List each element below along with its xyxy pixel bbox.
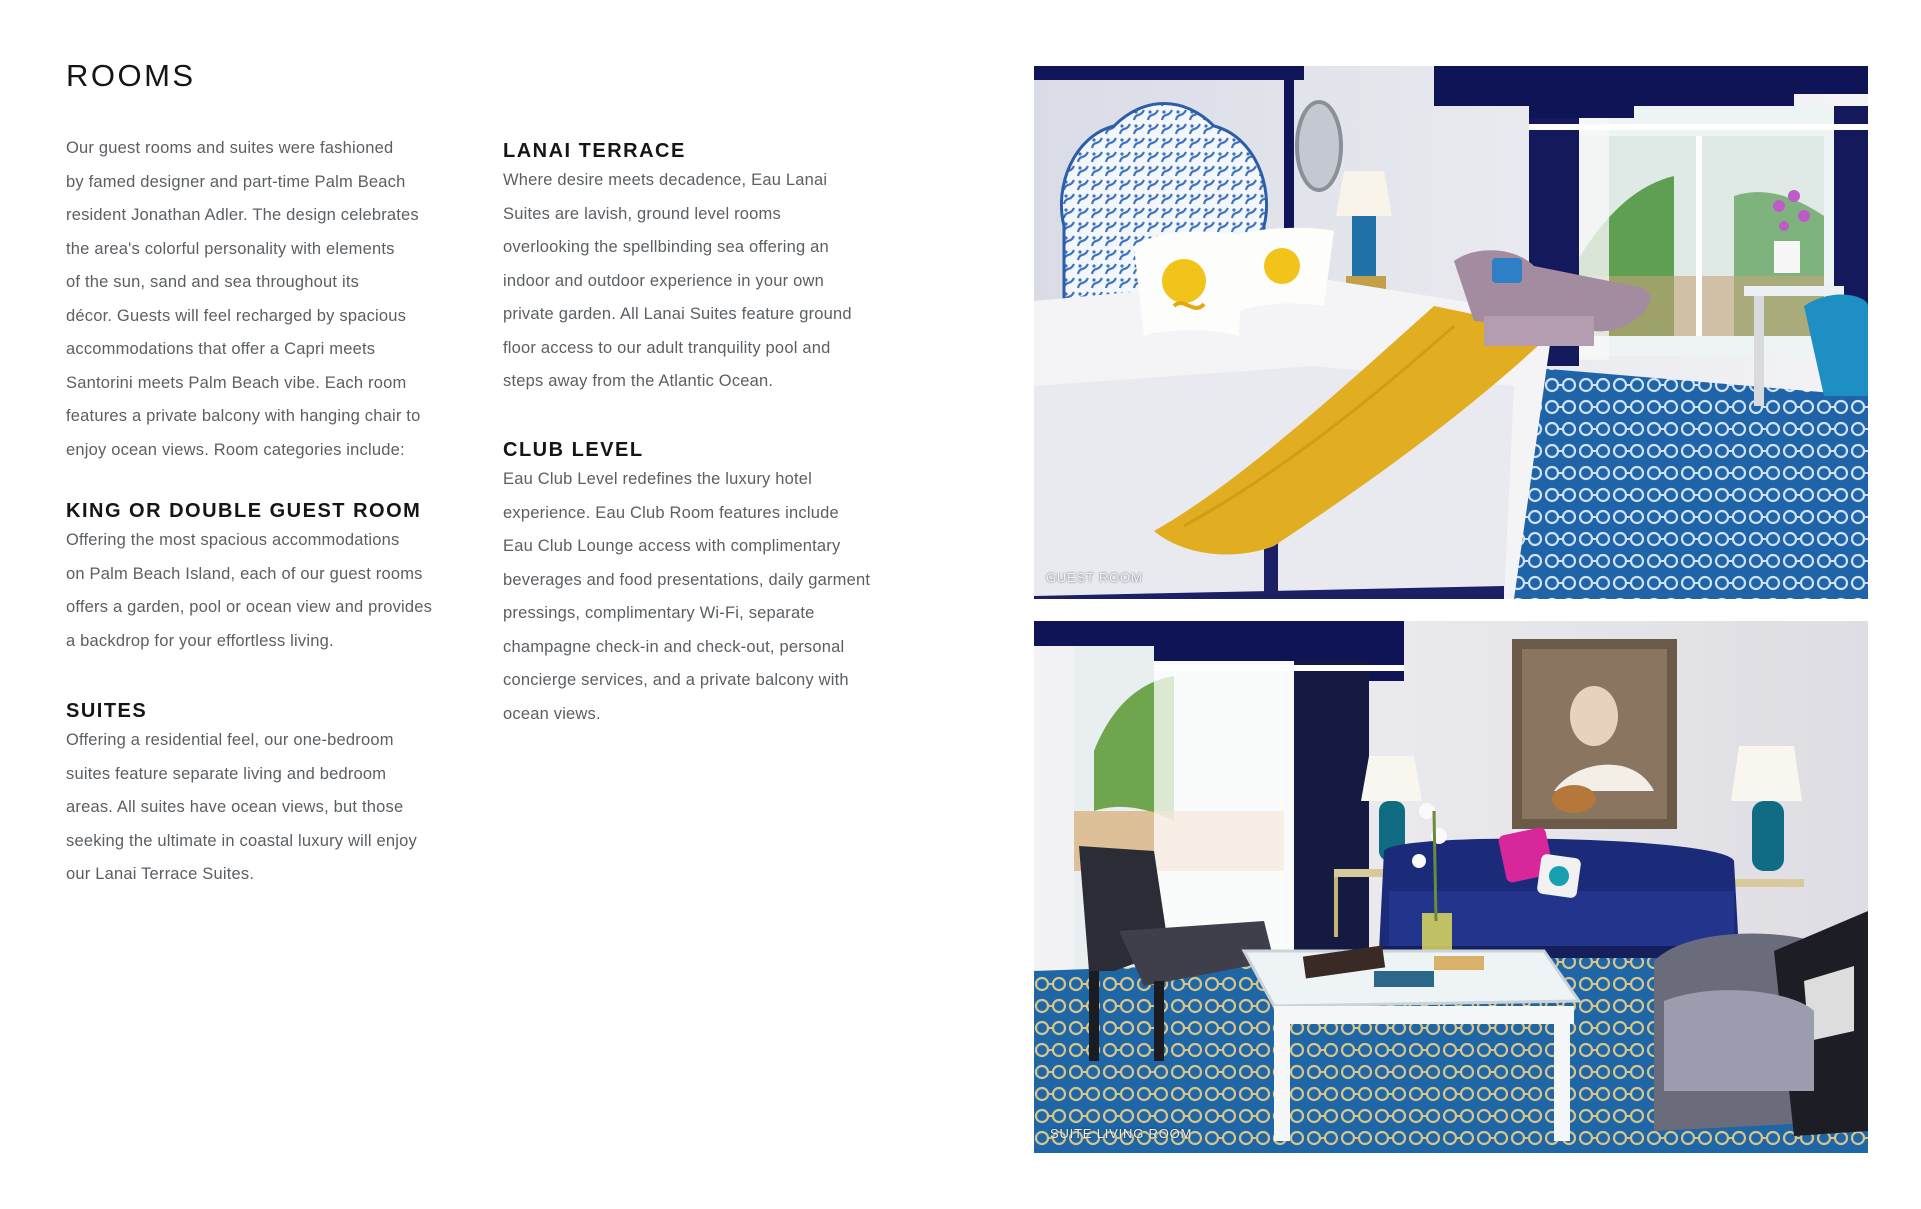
club-line: experience. Eau Club Room features include [503, 503, 839, 522]
suites-line: Offering a residential feel, our one-bedroom [66, 731, 394, 749]
suites-line: suites feature separate living and bedroom [66, 764, 387, 783]
club-line: Eau Club Lounge access with complimentary [503, 537, 841, 555]
club-line: ocean views. [503, 704, 601, 723]
page-title: ROOMS [66, 58, 196, 93]
club-line: champagne check-in and check-out, personal [503, 637, 845, 656]
intro-line: décor. Guests will feel recharged by spacious [66, 306, 407, 325]
suite-living-room-caption: SUITE LIVING ROOM [1050, 1126, 1193, 1141]
king-line: offers a garden, pool or ocean view and provides [66, 598, 433, 616]
king-heading: KING OR DOUBLE GUEST ROOM [66, 500, 422, 522]
king-line: on Palm Beach Island, each of our guest rooms [66, 564, 423, 583]
intro-paragraph [66, 132, 476, 467]
intro-line: of the sun, sand and sea throughout its [66, 273, 360, 291]
guest-room-illustration [1034, 66, 1868, 599]
king-section [66, 498, 432, 658]
lanai-line: Where desire meets decadence, Eau Lanai [503, 171, 828, 189]
intro-line: resident Jonathan Adler. The design celebrates [66, 206, 419, 224]
suites-line: seeking the ultimate in coastal luxury will enjoy [66, 831, 417, 850]
suite-living-room-illustration [1034, 621, 1868, 1153]
suites-line: areas. All suites have ocean views, but those [66, 798, 404, 816]
club-line: beverages and food presentations, daily garment [503, 570, 871, 589]
club-section [503, 437, 870, 731]
lanai-section [503, 138, 852, 399]
lanai-line: floor access to our adult tranquility pool and [503, 338, 831, 357]
lanai-line: Suites are lavish, ground level rooms [503, 204, 781, 223]
club-heading: CLUB LEVEL [503, 439, 644, 461]
lanai-line: steps away from the Atlantic Ocean. [503, 372, 774, 390]
king-paragraph [66, 524, 432, 658]
king-line: a backdrop for your effortless living. [66, 631, 334, 650]
lanai-heading: LANAI TERRACE [503, 140, 686, 162]
suites-section [66, 698, 417, 892]
lanai-paragraph [503, 164, 852, 399]
suites-paragraph [66, 724, 417, 892]
intro-line: the area's colorful personality with elements [66, 239, 395, 258]
guest-room-caption: GUEST ROOM [1046, 570, 1143, 585]
suite-living-room-photo [1034, 621, 1868, 1153]
intro-line: enjoy ocean views. Room categories include: [66, 440, 405, 459]
intro-line: Santorini meets Palm Beach vibe. Each room [66, 373, 407, 392]
club-line: concierge services, and a private balcony with [503, 671, 849, 689]
lanai-line: private garden. All Lanai Suites feature ground [503, 305, 852, 323]
king-line: Offering the most spacious accommodations [66, 531, 400, 549]
intro-line: by famed designer and part-time Palm Beach [66, 172, 406, 191]
club-paragraph [503, 463, 870, 731]
suites-heading: SUITES [66, 700, 148, 722]
club-line: pressings, complimentary Wi-Fi, separate [503, 604, 815, 622]
lanai-line: indoor and outdoor experience in your own [503, 271, 824, 290]
lanai-line: overlooking the spellbinding sea offering an [503, 238, 829, 256]
left-column [66, 132, 476, 883]
intro-line: accommodations that offer a Capri meets [66, 340, 376, 358]
suites-line: our Lanai Terrace Suites. [66, 865, 255, 883]
guest-room-photo [1034, 66, 1868, 599]
intro-line: Our guest rooms and suites were fashioned [66, 139, 394, 157]
intro-line: features a private balcony with hanging chair to [66, 407, 421, 425]
club-line: Eau Club Level redefines the luxury hotel [503, 470, 813, 488]
